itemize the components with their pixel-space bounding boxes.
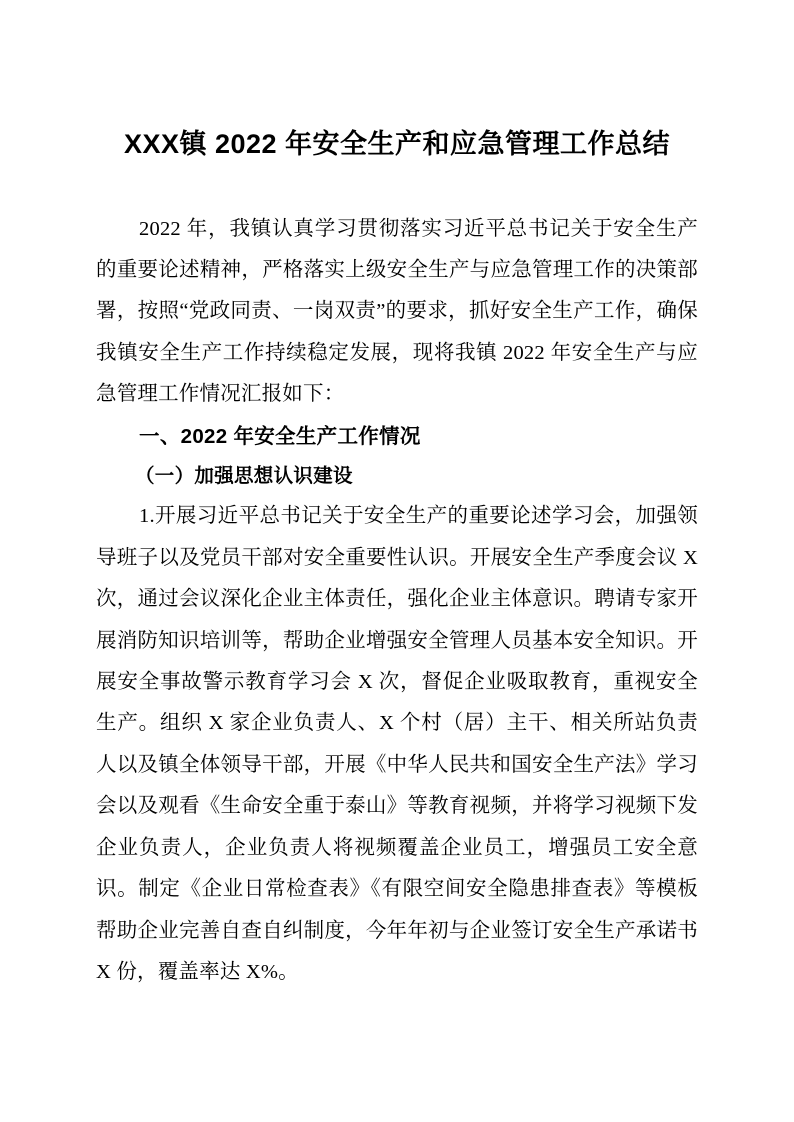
document-body xyxy=(96,209,698,994)
subsection-heading-1: （一）加强思想认识建设 xyxy=(135,465,353,488)
document-title: XXX镇 2022 年安全生产和应急管理工作总结 xyxy=(123,129,671,159)
paragraph-item-1: 1.开展习近平总书记关于安全生产的重要论述学习会，加强领导班子以及党员干部对安全重要性认识。开展安全生产季度会议 X 次，通过会议深化企业主体责任，强化企业主体意识。聘请专家开展消防知识培训等，帮助企业增强安全管理人员基本安全知识。开展安全事故警示教育学习会 X 次，督促企业吸取教育，重视安全生产。组织 X 家企业负责人、X 个村（居）主干、相关所站负责人以及镇全体领导干部，开展《中华人民共和国安全生产法》学习会以及观看《生命安全重于泰山》等教育视频，并将学习视频下发企业负责人，企业负责人将视频覆盖企业员工，增强员工安全意识。制定《企业日常检查表》《有限空间安全隐患排查表》等模板帮助企业完善自查自纠制度，今年年初与企业签订安全生产承诺书 X 份，覆盖率达 X%。 xyxy=(96,505,698,983)
paragraph-intro: 2022 年，我镇认真学习贯彻落实习近平总书记关于安全生产的重要论述精神，严格落实上级安全生产与应急管理工作的决策部署，按照“党政同责、一岗双责”的要求，抓好安全生产工作，确保我镇安全生产工作持续稳定发展，现将我镇 2022 年安全生产与应急管理工作情况汇报如下： xyxy=(96,217,698,406)
section-heading-1: 一、2022 年安全生产工作情况 xyxy=(139,424,421,448)
